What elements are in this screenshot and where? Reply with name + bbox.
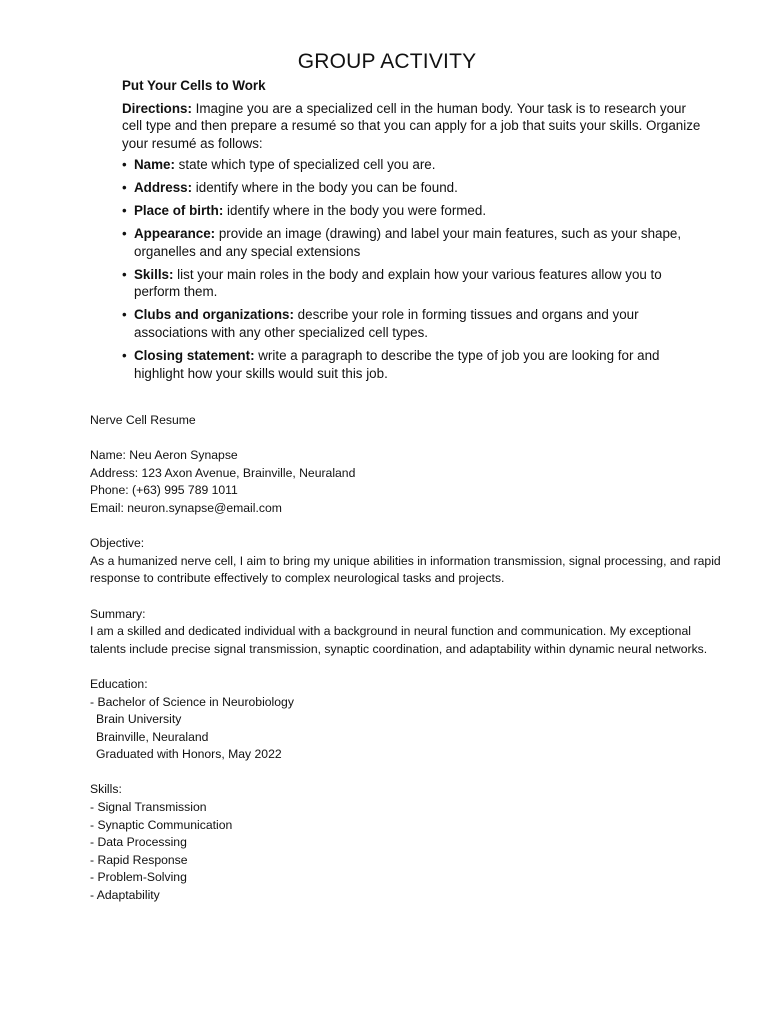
- objective-text: As a humanized nerve cell, I aim to bring my unique abilities in information transmission, signal processing, and rapid response to contribute effectively to complex neurological tasks and projects.: [90, 553, 721, 586]
- criteria-text: state which type of specialized cell you are.: [174, 157, 436, 172]
- criteria-label: Name:: [134, 157, 175, 172]
- bullet: •: [122, 157, 127, 172]
- criteria-item-appearance: [122, 225, 702, 260]
- criteria-text: list your main roles in the body and explain how your various features allow you to perform them.: [134, 266, 662, 300]
- skill-item: - Signal Transmission: [90, 800, 207, 815]
- criteria-text: identify where in the body you were formed.: [223, 203, 487, 219]
- summary-label: Summary:: [90, 606, 146, 621]
- criteria-label: Appearance:: [134, 226, 216, 242]
- education-honors: Graduated with Honors, May 2022: [96, 747, 282, 762]
- criteria-label: Clubs and organizations:: [134, 307, 294, 323]
- activity-instructions: [122, 77, 702, 388]
- bullet: •: [122, 203, 127, 219]
- resume-phone: Phone: (+63) 995 789 1011: [90, 483, 238, 498]
- summary-text: I am a skilled and dedicated individual with a background in neural function and communication. My exceptional talents include precise signal transmission, synaptic coordination, and adaptability within dynamic neural networks.: [90, 624, 708, 656]
- criteria-text: write a paragraph to describe the type of job you are looking for and highlight how your skills would suit this job.: [134, 348, 660, 381]
- criteria-text: provide an image (drawing) and label your main features, such as your shape, organelles and any special extensions: [134, 226, 682, 259]
- education-school: Brain University: [96, 712, 182, 727]
- resume-heading: Nerve Cell Resume: [90, 413, 196, 427]
- criteria-item-closing-statement: [122, 347, 702, 382]
- criteria-item-clubs: [122, 306, 702, 341]
- skill-item: - Synaptic Communication: [90, 817, 233, 832]
- resume-criteria-list: [122, 156, 702, 382]
- objective-label: Objective:: [90, 536, 145, 551]
- criteria-text: describe your role in forming tissues and organs and your associations with any other specialized cell types.: [134, 307, 639, 340]
- directions-paragraph: [122, 100, 702, 153]
- criteria-item-name: [122, 156, 702, 174]
- criteria-label: Address:: [134, 180, 193, 196]
- directions-text: Imagine you are a specialized cell in the human body. Your task is to research your cell type and then prepare a resumé so that you can apply for a job that suits your skills. Organize your resumé as follows:: [122, 100, 701, 151]
- bullet: •: [122, 307, 127, 323]
- skill-item: - Problem-Solving: [90, 870, 187, 885]
- skill-item: - Rapid Response: [90, 852, 188, 867]
- education-label: Education:: [90, 676, 148, 691]
- page-title: GROUP ACTIVITY: [297, 50, 477, 73]
- criteria-label: Place of birth:: [134, 203, 224, 219]
- criteria-label: Closing statement:: [134, 348, 255, 364]
- nerve-cell-resume: [90, 412, 730, 905]
- bullet: •: [122, 226, 127, 242]
- skill-item: - Adaptability: [90, 888, 160, 903]
- skill-item: - Data Processing: [90, 835, 187, 850]
- criteria-text: identify where in the body you can be found.: [192, 180, 458, 196]
- criteria-item-place-of-birth: [122, 202, 702, 220]
- resume-name: Name: Neu Aeron Synapse: [90, 448, 238, 463]
- bullet: •: [122, 348, 127, 364]
- bullet: •: [122, 266, 127, 282]
- directions-label: Directions:: [122, 100, 192, 116]
- criteria-item-address: [122, 179, 702, 197]
- skills-label: Skills:: [90, 782, 122, 797]
- resume-address: Address: 123 Axon Avenue, Brainville, Neuraland: [90, 465, 356, 480]
- activity-subtitle: Put Your Cells to Work: [122, 78, 266, 93]
- criteria-label: Skills:: [134, 266, 174, 282]
- resume-email: Email: neuron.synapse@email.com: [90, 500, 282, 515]
- education-degree: - Bachelor of Science in Neurobiology: [90, 694, 294, 709]
- bullet: •: [122, 180, 127, 196]
- education-location: Brainville, Neuraland: [96, 729, 209, 744]
- criteria-item-skills: [122, 266, 702, 301]
